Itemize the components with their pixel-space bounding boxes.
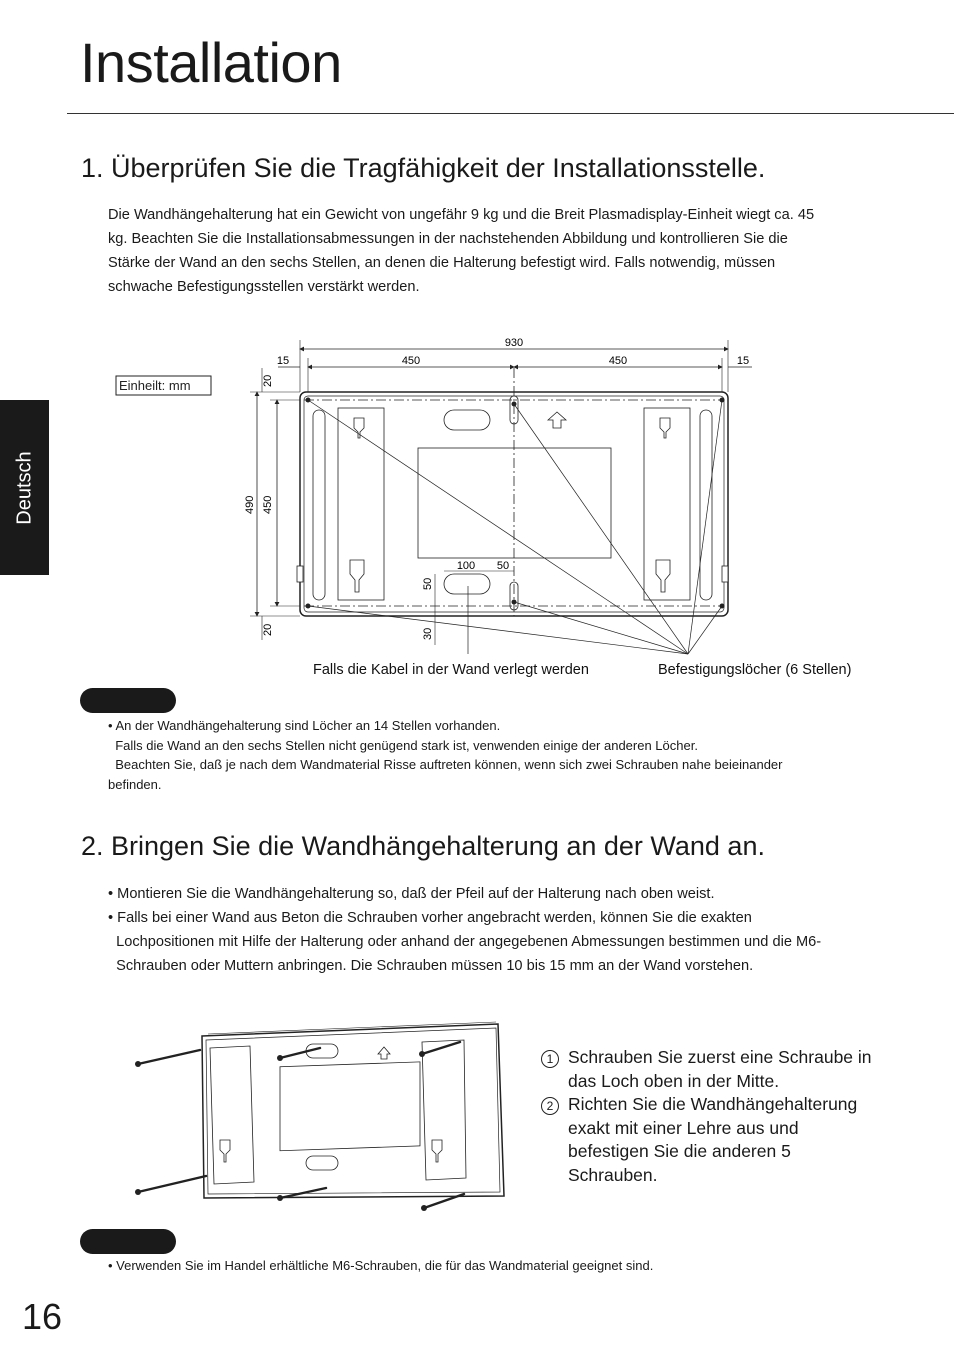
bullet-line: Schrauben oder Muttern anbringen. Die Schrauben müssen 10 bis 15 mm an der Wand vorstehen. [108, 958, 754, 974]
paragraph-line: Stärke der Wand an den sechs Stellen, an denen die Halterung befestigt wird. Falls notwendig, müssen [108, 255, 776, 271]
step-2 [541, 1093, 881, 1187]
dim-hole-offset: 50 [496, 560, 510, 572]
note-line: befinden. [108, 776, 162, 792]
dim-top-margin: 20 [262, 374, 274, 387]
paragraph-line: schwache Befestigungsstellen verstärkt werden. [108, 279, 420, 295]
page-number: 16 [22, 1296, 63, 1337]
dim-right-half: 450 [608, 355, 628, 367]
note-line: Beachten Sie, daß je nach dem Wandmaterial Risse auftreten können, wenn sich zwei Schrauben nahe beieinander [108, 757, 783, 772]
title-divider [67, 113, 954, 114]
dim-total-height: 490 [244, 495, 256, 514]
note-badge [80, 688, 176, 713]
step-number: 1 [541, 1050, 559, 1068]
dim-inner-height: 450 [262, 495, 274, 514]
dim-left-margin: 15 [276, 355, 290, 367]
note-1 [108, 716, 908, 794]
step-number: 2 [541, 1097, 559, 1115]
dim-total-width: 930 [504, 337, 524, 349]
dim-hole-height: 50 [422, 577, 434, 590]
step-1 [541, 1046, 881, 1093]
language-tab-label: Deutsch [13, 450, 35, 525]
label-mounting-holes: Befestigungslöcher (6 Stellen) [658, 662, 852, 678]
note-badge [80, 1229, 176, 1254]
unit-label: Einheilt: mm [119, 378, 191, 393]
dim-hole-width: 100 [456, 560, 476, 572]
step-text: Richten Sie die Wandhängehalterung exakt mit einer Lehre aus und befestigen Sie die anderen 5 Schrauben. [568, 1094, 858, 1185]
paragraph-line: kg. Beachten Sie die Installationsabmessungen in der nachstehenden Abbildung und kontrollieren Sie die [108, 231, 788, 247]
section-1-heading: 1. Überprüfen Sie die Tragfähigkeit der Installationsstelle. [81, 153, 766, 183]
note-line: • An der Wandhängehalterung sind Löcher an 14 Stellen vorhanden. [108, 718, 501, 733]
page-title: Installation [80, 31, 342, 94]
section-2-bullets [108, 882, 908, 978]
label-cable-routing: Falls die Kabel in der Wand verlegt werden [313, 662, 589, 678]
paragraph-line: Die Wandhängehalterung hat ein Gewicht von ungefähr 9 kg und die Breit Plasmadisplay-Einheit wiegt ca. 45 [108, 207, 815, 223]
bullet-line: Lochpositionen mit Hilfe der Halterung oder anhand der angegebenen Abmessungen bestimmen und die M6- [108, 934, 822, 950]
section-2-heading: 2. Bringen Sie die Wandhängehalterung an der Wand an. [81, 831, 765, 861]
section-1-paragraph [108, 203, 898, 299]
mounting-steps [541, 1046, 881, 1187]
note-2: • Verwenden Sie im Handel erhältliche M6-Schrauben, die für das Wandmaterial geeignet sind. [108, 1258, 654, 1273]
bullet-line: • Falls bei einer Wand aus Beton die Schrauben vorher angebracht werden, können Sie die exakten [108, 910, 752, 926]
dim-bottom-margin: 20 [262, 623, 274, 636]
note-line: Falls die Wand an den sechs Stellen nicht genügend stark ist, venwenden einige der anderen Löcher. [108, 737, 698, 753]
dim-left-half: 450 [401, 355, 421, 367]
dim-hole-bottom: 30 [422, 627, 434, 640]
bracket-mounting-illustration [130, 1020, 510, 1220]
bracket-dimension-diagram [0, 330, 954, 690]
dim-right-margin: 15 [736, 355, 750, 367]
step-text: Schrauben Sie zuerst eine Schraube in das Loch oben in der Mitte. [568, 1047, 872, 1091]
bullet-line: • Montieren Sie die Wandhängehalterung so, daß der Pfeil auf der Halterung nach oben weist. [108, 886, 715, 902]
